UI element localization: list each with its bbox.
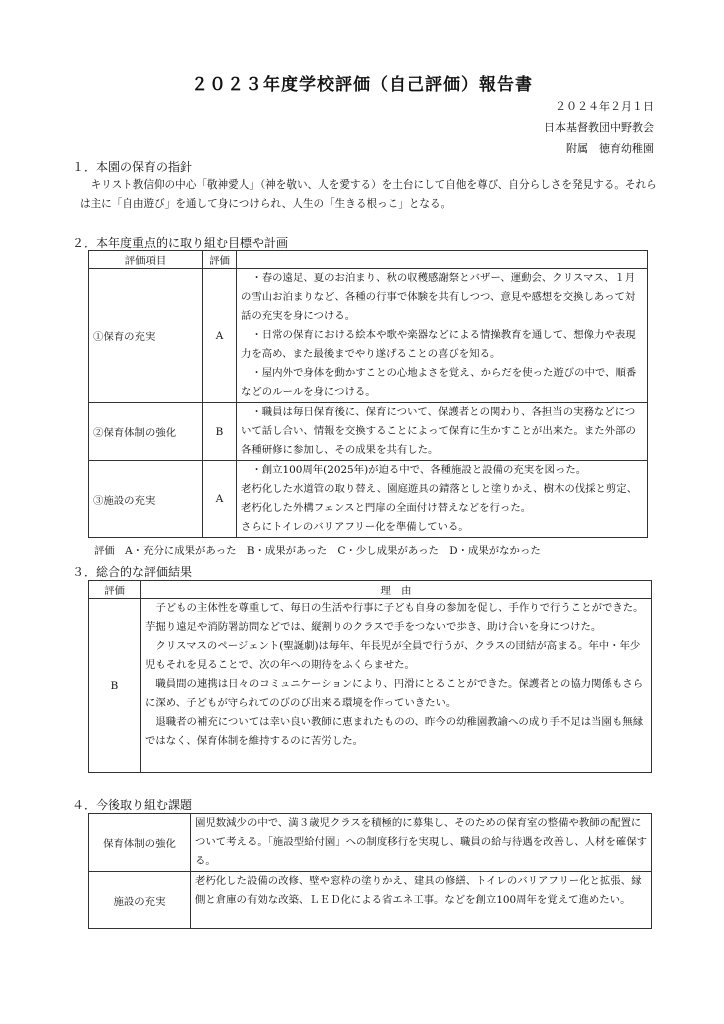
table-row <box>89 599 652 773</box>
evaluation-table <box>88 580 652 773</box>
overall-rating: B <box>89 599 141 773</box>
document-title: ２０２３年度学校評価（自己評価）報告書 <box>191 75 533 95</box>
report-date: ２０２４年２月１日 <box>555 100 654 113</box>
row-rating: B <box>203 403 237 461</box>
table-header-row <box>89 251 648 269</box>
table-row <box>89 814 652 872</box>
column-header-rating: 評価 <box>203 251 237 269</box>
reason-paragraph: 退職者の補充については幸い良い教師に恵まれたものの、昨今の幼稚園教諭への成り手不足は当園も無縁ではなく、保育体制を維持するのに苦労した。 <box>145 716 644 747</box>
goals-table <box>88 250 648 538</box>
reason-paragraph: 子どもの主体性を尊重して、毎日の生活や行事に子ども自身の参加を促し、手作りで行うことができた。芋掘り遠足や消防署訪問などでは、縦割りのクラスで手をつないで歩き、助け合いを身につけた。 <box>145 602 644 633</box>
section-1-text: キリスト教信仰の中心「敬神愛人」（神を敬い、人を愛する）を土台にして自他を尊び、自分らしさを発見する。それらは主に「自由遊び」を通して身につけられ、人生の「生きる根っこ」となる。 <box>80 179 657 210</box>
column-header-reason: 理 由 <box>141 581 652 599</box>
task-content: 園児数減少の中で、満３歳児クラスを積極的に募集し、そのための保育室の整備や教師の配置について考える。「施設型給付園」への制度移行を実現し、職員の給与待遇を改善し、人材を確保する。 <box>191 814 652 872</box>
row-content <box>237 269 648 403</box>
column-header-content <box>237 251 648 269</box>
content-line: ・職員は毎日保育後に、保育について、保護者との関わり、各担当の実務などについて話し合い、情報を交換することによって保育に生かすことが出来た。また外部の各種研修に参加し、その成果を共有した。 <box>241 406 636 456</box>
section-1-heading: １．本園の保育の指針 <box>72 160 193 174</box>
task-item: 保育体制の強化 <box>89 814 191 872</box>
row-rating: A <box>203 269 237 403</box>
organization-name: 日本基督教団中野教会 <box>544 121 654 134</box>
content-line: 老朽化した水道管の取り替え、園庭遊具の錆落としと塗りかえ、樹木の伐採と剪定、老朽化した外構フェンスと門扉の全面付け替えなどを行った。 <box>241 483 638 514</box>
row-item: ②保育体制の強化 <box>89 403 203 461</box>
rating-legend: 評価 A・充分に成果があった B・成果があった C・少し成果があった D・成果がなかった <box>94 545 541 557</box>
table-row <box>89 403 648 461</box>
table-header-row <box>89 581 652 599</box>
task-content: 老朽化した設備の改修、壁や窓枠の塗りかえ、建具の修繕、トイレのバリアフリー化と拡張、縁側と倉庫の有効な改築、ＬＥＤ化による省エネ工事。などを創立100周年を覚えて進めたい。 <box>191 872 652 929</box>
section-3-heading: ３．総合的な評価結果 <box>72 565 193 579</box>
row-rating: A <box>203 461 237 538</box>
kindergarten-name: 附属 徳育幼稚園 <box>566 142 654 155</box>
content-line: ・屋内外で身体を動かすことの心地よさを覚え、からだを使った遊びの中で、順番などのルールを身につける。 <box>241 367 637 398</box>
task-item: 施設の充実 <box>89 872 191 929</box>
table-row <box>89 461 648 538</box>
content-line: さらにトイレのバリアフリー化を準備している。 <box>241 521 469 533</box>
section-2-heading: ２．本年度重点的に取り組む目標や計画 <box>72 236 289 250</box>
reason-paragraph: 職員間の連携は日々のコミュニケーションにより、円滑にとることができた。保護者との協力関係もさらに深め、子どもが守られてのびのび出来る環境を作っていきたい。 <box>145 678 644 709</box>
content-line: ・日常の保育における絵本や歌や楽器などによる情操教育を通して、想像力や表現力を高め、また最後までやり遂げることの喜びを知る。 <box>241 329 636 360</box>
column-header-rating: 評価 <box>89 581 141 599</box>
reason-paragraph: クリスマスのページェント(聖誕劇)は毎年、年長児が全員で行うが、クラスの団結が高まる。年中・年少児もそれを見ることで、次の年への期待をふくらませた。 <box>145 640 641 671</box>
table-row <box>89 269 648 403</box>
column-header-item: 評価項目 <box>89 251 203 269</box>
tasks-table <box>88 813 652 929</box>
content-line: ・春の遠足、夏のお泊まり、秋の収穫感謝祭とバザー、運動会、クリスマス、１月の雪山お泊まりなど、各種の行事で体験を共有しつつ、意見や感想を交換しあって対話の充実を身につける。 <box>241 272 636 322</box>
table-row <box>89 872 652 929</box>
row-content <box>237 403 648 461</box>
row-item: ③施設の充実 <box>89 461 203 538</box>
row-item: ①保育の充実 <box>89 269 203 403</box>
reason-content <box>141 599 652 773</box>
content-line: ・創立100周年(2025年)が迫る中で、各種施設と設備の充実を図った。 <box>251 464 587 476</box>
row-content <box>237 461 648 538</box>
section-4-heading: ４．今後取り組む課題 <box>72 798 193 812</box>
